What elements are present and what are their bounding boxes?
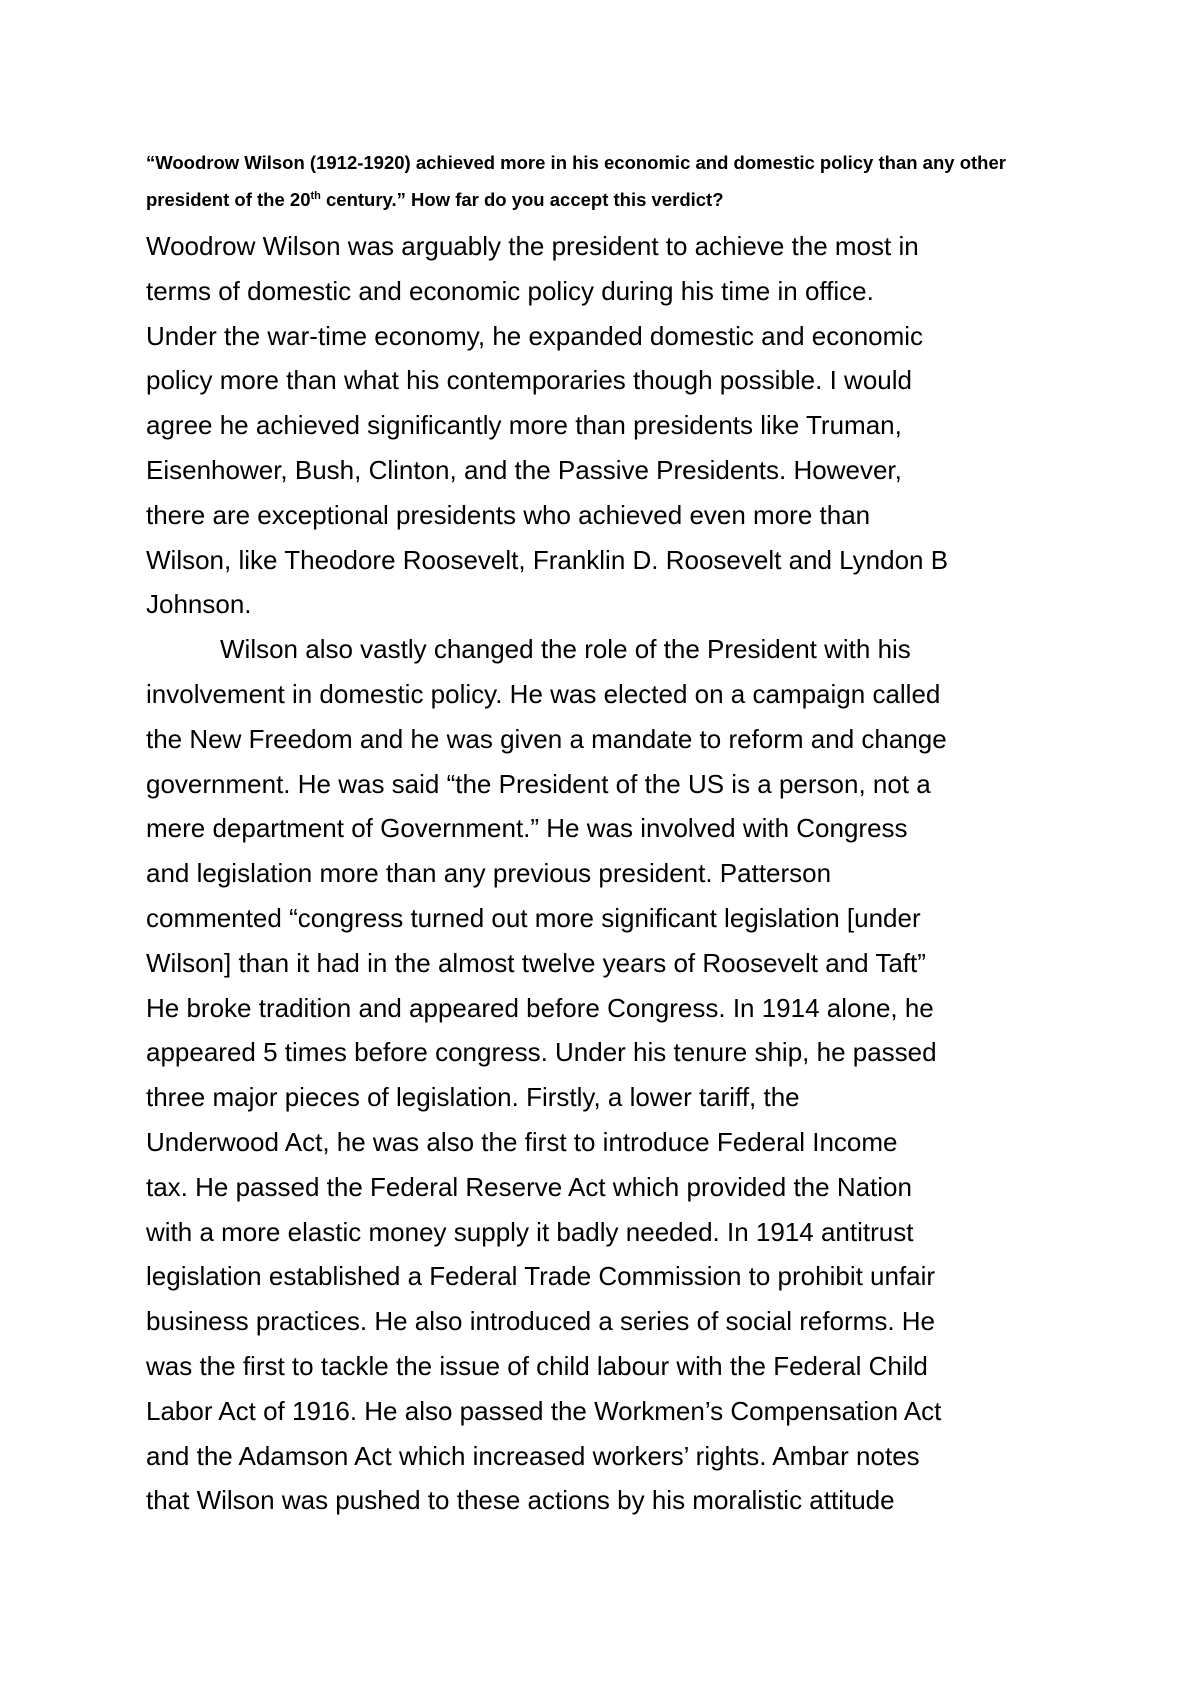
text-line: Underwood Act, he was also the first to introduce Federal Income bbox=[146, 1126, 898, 1157]
text-line: Wilson also vastly changed the role of the President with his bbox=[220, 634, 911, 665]
text-line: tax. He passed the Federal Reserve Act which provided the Nation bbox=[146, 1171, 912, 1202]
text-line: involvement in domestic policy. He was elected on a campaign called bbox=[146, 678, 941, 709]
text-line: the New Freedom and he was given a mandate to reform and change bbox=[146, 723, 947, 754]
question-line-2-end: century.” How far do you accept this verdict? bbox=[320, 189, 724, 210]
ordinal-suffix: th bbox=[310, 189, 321, 202]
text-line: that Wilson was pushed to these actions by his moralistic attitude bbox=[146, 1485, 895, 1516]
text-line: with a more elastic money supply it badly needed. In 1914 antitrust bbox=[146, 1216, 914, 1247]
text-line: appeared 5 times before congress. Under his tenure ship, he passed bbox=[146, 1037, 937, 1068]
text-line: government. He was said “the President of the US is a person, not a bbox=[146, 768, 931, 799]
question-line-1: “Woodrow Wilson (1912-1920) achieved more in his economic and domestic policy than any other bbox=[146, 152, 1006, 173]
text-line: commented “congress turned out more significant legislation [under bbox=[146, 902, 921, 933]
text-line: Eisenhower, Bush, Clinton, and the Passive Presidents. However, bbox=[146, 454, 902, 485]
text-line: He broke tradition and appeared before Congress. In 1914 alone, he bbox=[146, 992, 934, 1023]
essay-question bbox=[146, 144, 1076, 218]
text-line: three major pieces of legislation. Firstly, a lower tariff, the bbox=[146, 1082, 800, 1113]
text-line: there are exceptional presidents who achieved even more than bbox=[146, 499, 871, 530]
paragraph-2 bbox=[146, 627, 1076, 1523]
text-line: Wilson, like Theodore Roosevelt, Franklin D. Roosevelt and Lyndon B bbox=[146, 544, 949, 575]
paragraph-1 bbox=[146, 224, 1076, 627]
text-line: terms of domestic and economic policy during his time in office. bbox=[146, 275, 874, 306]
text-line: business practices. He also introduced a series of social reforms. He bbox=[146, 1306, 936, 1337]
text-line: Woodrow Wilson was arguably the president to achieve the most in bbox=[146, 231, 919, 261]
text-line: agree he achieved significantly more than presidents like Truman, bbox=[146, 410, 902, 441]
text-line: mere department of Government.” He was involved with Congress bbox=[146, 813, 908, 844]
text-line: policy more than what his contemporaries though possible. I would bbox=[146, 365, 912, 396]
essay-body bbox=[146, 224, 1076, 1523]
text-line: Labor Act of 1916. He also passed the Workmen’s Compensation Act bbox=[146, 1395, 942, 1426]
text-line: Wilson] than it had in the almost twelve years of Roosevelt and Taft” bbox=[146, 947, 926, 978]
question-line-2-start: president of the 20 bbox=[146, 189, 311, 210]
text-line: legislation established a Federal Trade Commission to prohibit unfair bbox=[146, 1261, 936, 1292]
text-line: and legislation more than any previous president. Patterson bbox=[146, 858, 832, 889]
text-line: was the first to tackle the issue of child labour with the Federal Child bbox=[146, 1350, 928, 1381]
text-line: Under the war-time economy, he expanded domestic and economic bbox=[146, 320, 924, 351]
text-line: and the Adamson Act which increased workers’ rights. Ambar notes bbox=[146, 1440, 920, 1471]
text-line: Johnson. bbox=[146, 589, 252, 620]
